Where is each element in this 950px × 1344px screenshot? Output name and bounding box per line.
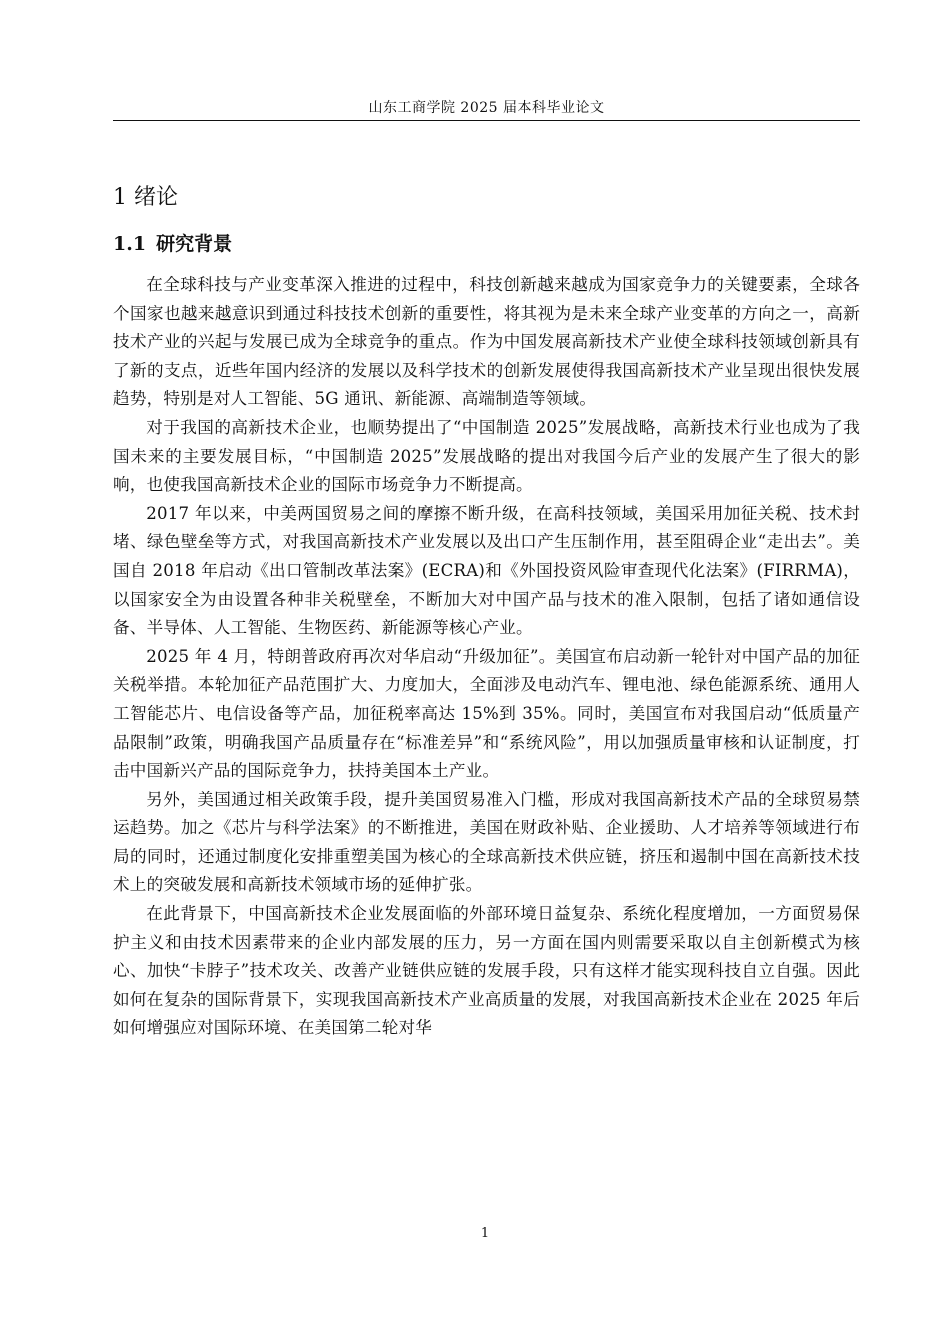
paragraph: 2017 年以来，中美两国贸易之间的摩擦不断升级，在高科技领域，美国采用加征关税、技术封堵、绿色壁垒等方式，对我国高新技术产业发展以及出口产生压制作用，甚至阻碍企业“走出去”。美国自 2018 年启动《出口管制改革法案》(ECRA)和《外国投资风险审查现代化法案》(FIRRMA)，以国家安全为由设置各种非关税壁垒，不断加大对中国产品与技术的准入限制，包括了诸如通信设备、半导体、人工智能、生物医药、新能源等核心产业。 [113,503,860,638]
page-number: 1 [480,1226,490,1241]
section-heading-text: 研究背景 [156,233,233,255]
chapter-title: 1 绪论 [113,185,178,210]
section-number: 1.1 [113,233,147,255]
section-title [113,230,232,258]
paragraph: 在此背景下，中国高新技术企业发展面临的外部环境日益复杂、系统化程度增加，一方面贸易保护主义和由技术因素带来的企业内部发展的压力，另一方面在国内则需要采取以自主创新模式为核心、加快“卡脖子”技术攻关、改善产业链供应链的发展手段，只有这样才能实现科技自立自强。因此如何在复杂的国际背景下，实现我国高新技术产业高质量的发展，对我国高新技术企业在 2025 年后如何增强应对国际环境、在美国第二轮对华 [113,904,860,1038]
paragraph: 在全球科技与产业变革深入推进的过程中，科技创新越来越成为国家竞争力的关键要素，全球各个国家也越来越意识到通过科技技术创新的重要性，将其视为是未来全球产业变革的方向之一，高新技术产业的兴起与发展已成为全球竞争的重点。作为中国发展高新技术产业使全球科技领域创新具有了新的支点，近些年国内经济的发展以及科学技术的创新发展使得我国高新技术产业呈现出很快发展趋势，特别是对人工智能、5G 通讯、新能源、高端制造等领域。 [113,275,860,409]
header-rule [113,120,860,121]
body-text [113,271,860,1043]
paragraph: 2025 年 4 月，特朗普政府再次对华启动“升级加征”。美国宣布启动新一轮针对中国产品的加征关税举措。本轮加征产品范围扩大、力度加大，全面涉及电动汽车、锂电池、绿色能源系统、通用人工智能芯片、电信设备等产品，加征税率高达 15%到 35%。同时，美国宣布对我国启动“低质量产品限制”政策，明确我国产品质量存在“标准差异”和“系统风险”，用以加强质量审核和认证制度，打击中国新兴产品的国际竞争力，扶持美国本土产业。 [113,646,860,781]
paragraph: 另外，美国通过相关政策手段，提升美国贸易准入门槛，形成对我国高新技术产品的全球贸易禁运趋势。加之《芯片与科学法案》的不断推进，美国在财政补贴、企业援助、人才培养等领域进行布局的同时，还通过制度化安排重塑美国为核心的全球高新技术供应链，挤压和遏制中国在高新技术技术上的突破发展和高新技术领域市场的延伸扩张。 [113,789,860,895]
paragraph: 对于我国的高新技术企业，也顺势提出了“中国制造 2025”发展战略，高新技术行业也成为了我国未来的主要发展目标，“中国制造 2025”发展战略的提出对我国今后产业的发展产生了很大的影响，也使我国高新技术企业的国际市场竞争力不断提高。 [113,417,860,495]
running-header: 山东工商学院 2025 届本科毕业论文 [368,100,605,116]
